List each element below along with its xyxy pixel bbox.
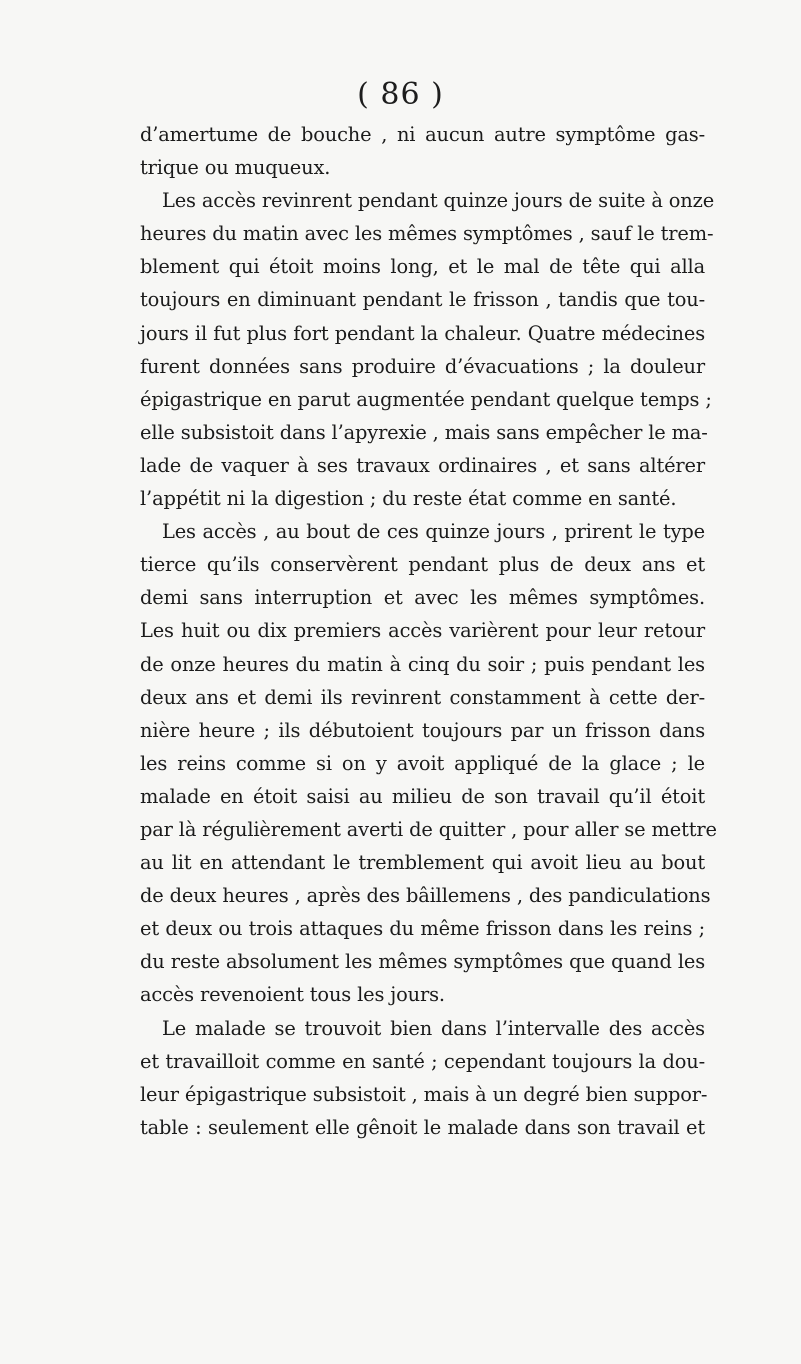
text-line: malade en étoit saisi au milieu de son travail qu’il étoit bbox=[140, 784, 705, 808]
text-line: demi sans interruption et avec les mêmes symptômes. bbox=[140, 586, 705, 610]
text-line: épigastrique en parut augmentée pendant quelque temps ; bbox=[140, 387, 712, 411]
text-line: Les huit ou dix premiers accès varièrent pour leur retour bbox=[140, 619, 705, 643]
text-line: nière heure ; ils débutoient toujours par un frisson dans bbox=[140, 718, 705, 742]
text-line: trique ou muqueux. bbox=[140, 156, 331, 180]
text-line: du reste absolument les mêmes symptômes que quand les bbox=[140, 950, 705, 974]
text-line: toujours en diminuant pendant le frisson , tandis que tou- bbox=[140, 288, 705, 312]
text-line: tierce qu’ils conservèrent pendant plus de deux ans et bbox=[140, 553, 705, 577]
text-line: table : seulement elle gênoit le malade dans son travail et bbox=[140, 1115, 705, 1139]
text-line: de deux heures , après des bâillemens , des pandiculations bbox=[140, 884, 711, 908]
text-line: l’appétit ni la digestion ; du reste état comme en santé. bbox=[140, 487, 677, 511]
text-line: jours il fut plus fort pendant la chaleur. Quatre médecines bbox=[140, 321, 705, 345]
text-line: leur épigastrique subsistoit , mais à un degré bien suppor- bbox=[140, 1082, 708, 1106]
text-line: les reins comme si on y avoit appliqué de la glace ; le bbox=[140, 751, 705, 775]
text-line: et travailloit comme en santé ; cependant toujours la dou- bbox=[140, 1049, 705, 1073]
text-line: Les accès revinrent pendant quinze jours de suite à onze bbox=[162, 189, 715, 213]
body-text bbox=[140, 118, 717, 1144]
text-line: blement qui étoit moins long, et le mal de tête qui alla bbox=[140, 255, 705, 279]
text-line: Le malade se trouvoit bien dans l’intervalle des accès bbox=[162, 1016, 705, 1040]
text-line: et deux ou trois attaques du même frisson dans les reins ; bbox=[140, 917, 705, 941]
text-line: au lit en attendant le tremblement qui avoit lieu au bout bbox=[140, 851, 705, 875]
text-line: elle subsistoit dans l’apyrexie , mais sans empêcher le ma- bbox=[140, 420, 708, 444]
text-line: heures du matin avec les mêmes symptômes , sauf le trem- bbox=[140, 222, 714, 246]
text-line: accès revenoient tous les jours. bbox=[140, 983, 445, 1007]
text-line: d’amertume de bouche , ni aucun autre symptôme gas- bbox=[140, 123, 705, 146]
page-number: ( 86 ) bbox=[357, 77, 444, 112]
text-line: Les accès , au bout de ces quinze jours , prirent le type bbox=[162, 520, 705, 544]
text-line: par là régulièrement averti de quitter , pour aller se mettre bbox=[140, 817, 717, 841]
text-line: de onze heures du matin à cinq du soir ; puis pendant les bbox=[140, 652, 705, 676]
text-line: furent données sans produire d’évacuations ; la douleur bbox=[140, 354, 705, 378]
text-line: lade de vaquer à ses travaux ordinaires , et sans altérer bbox=[140, 453, 705, 477]
text-line: deux ans et demi ils revinrent constamment à cette der- bbox=[140, 685, 705, 709]
